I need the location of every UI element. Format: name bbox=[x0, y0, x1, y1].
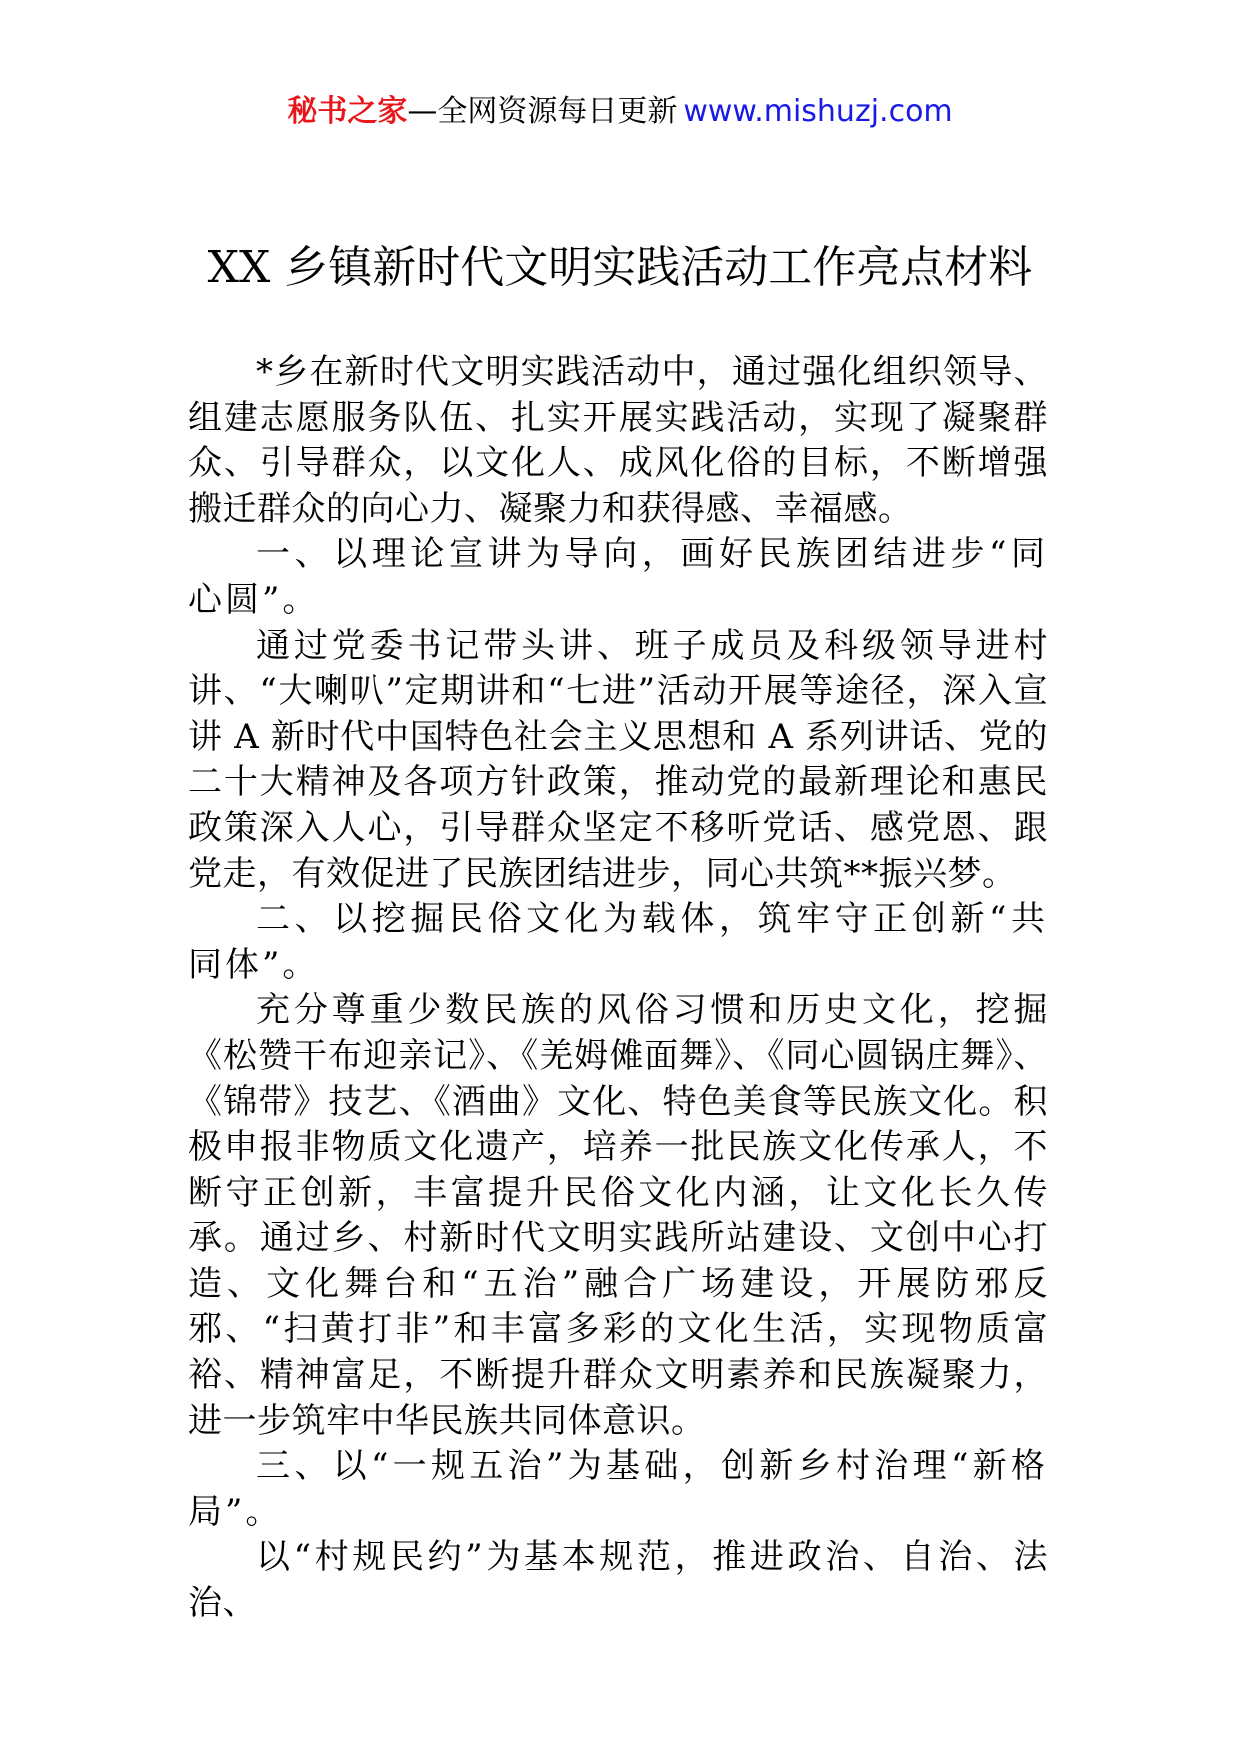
site-tagline: —全网资源每日更新 bbox=[407, 94, 678, 129]
site-brand: 秘书之家 bbox=[287, 94, 408, 129]
document-body bbox=[188, 350, 1048, 1627]
intro-paragraph: *乡在新时代文明实践活动中，通过强化组织领导、组建志愿服务队伍、扎实开展实践活动，实现了凝聚群众、引导群众，以文化人、成风化俗的目标，不断增强搬迁群众的向心力、凝聚力和获得感、幸福感。 bbox=[188, 352, 1048, 529]
section-heading-2: 二、以挖掘民俗文化为载体，筑牢守正创新“共同体”。 bbox=[188, 899, 1048, 985]
site-url-link[interactable]: www.mishuzj.com bbox=[683, 94, 953, 129]
document-title: XX 乡镇新时代文明实践活动工作亮点材料 bbox=[207, 242, 1033, 293]
section-paragraph-2: 充分尊重少数民族的风俗习惯和历史文化，挖掘《松赞干布迎亲记》、《羌姆傩面舞》、《同心圆锅庄舞》、《锦带》技艺、《酒曲》文化、特色美食等民族文化。积极申报非物质文化遗产，培养一批民族文化传承人，不断守正创新，丰富提升民俗文化内涵，让文化长久传承。通过乡、村新时代文明实践所站建设、文创中心打造、文化舞台和“五治”融合广场建设，开展防邪反邪、“扫黄打非”和丰富多彩的文化生活，实现物质富裕、精神富足，不断提升群众文明素养和民族凝聚力，进一步筑牢中华民族共同体意识。 bbox=[188, 990, 1048, 1441]
section-paragraph-3: 以“村规民约”为基本规范，推进政治、自治、法治、 bbox=[188, 1537, 1048, 1624]
section-heading-1: 一、以理论宣讲为导向，画好民族团结进步“同心圆”。 bbox=[188, 534, 1048, 620]
section-heading-3: 三、以“一规五治”为基础，创新乡村治理“新格局”。 bbox=[188, 1446, 1048, 1532]
site-header bbox=[0, 92, 1240, 132]
section-paragraph-1: 通过党委书记带头讲、班子成员及科级领导进村讲、“大喇叭”定期讲和“七进”活动开展等途径，深入宣讲 A 新时代中国特色社会主义思想和 A 系列讲话、党的二十大精神及各项方针政策，推动党的最新理论和惠民政策深入人心，引导群众坚定不移听党话、感党恩、跟党走，有效促进了民族团结进步，同心共筑**振兴梦。 bbox=[188, 625, 1048, 894]
